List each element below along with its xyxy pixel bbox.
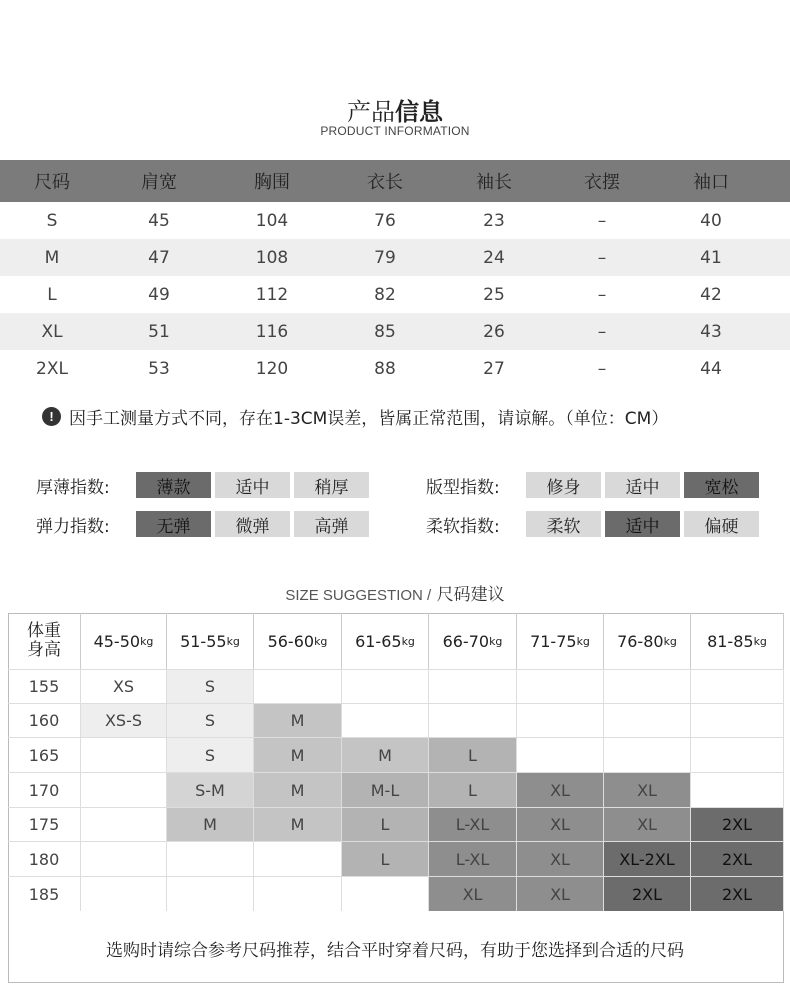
table-cell: 27 bbox=[483, 358, 505, 379]
table-cell: – bbox=[597, 284, 607, 305]
suggestion-cell: L bbox=[342, 841, 429, 876]
elasticity-label: 弹力指数: bbox=[36, 516, 110, 537]
suggestion-cell: 2XL bbox=[691, 876, 784, 911]
table-cell: 104 bbox=[255, 210, 289, 231]
table-cell: 44 bbox=[700, 358, 722, 379]
weight-range: 71-75 bbox=[530, 631, 577, 651]
suggestion-cell bbox=[342, 876, 429, 911]
table-cell: 85 bbox=[374, 321, 396, 342]
suggestion-footer: 选购时请综合参考尺码推荐，结合平时穿着尺码，有助于您选择到合适的尺码 bbox=[106, 941, 684, 961]
suggestion-cell bbox=[81, 772, 167, 807]
fit-index bbox=[426, 472, 763, 498]
suggestion-cell: L bbox=[342, 807, 429, 841]
table-cell: 51 bbox=[148, 321, 170, 342]
table-row bbox=[0, 239, 790, 276]
table-cell: 76 bbox=[374, 210, 396, 231]
elasticity-option: 微弹 bbox=[215, 511, 290, 537]
suggestion-cell bbox=[429, 703, 517, 737]
height-header: 160 bbox=[8, 703, 81, 737]
suggestion-cell bbox=[167, 841, 254, 876]
corner-label: 体重 bbox=[27, 621, 61, 641]
suggestion-cell: M bbox=[342, 737, 429, 772]
table-row bbox=[0, 350, 790, 387]
table-cell: – bbox=[597, 247, 607, 268]
weight-unit: kg bbox=[226, 634, 240, 648]
measurement-note bbox=[42, 404, 668, 429]
suggestion-cell bbox=[81, 807, 167, 841]
weight-height-corner bbox=[8, 613, 81, 669]
suggestion-cell: 2XL bbox=[691, 841, 784, 876]
table-row bbox=[0, 313, 790, 350]
corner-label: 身高 bbox=[27, 640, 61, 660]
elasticity-option: 高弹 bbox=[294, 511, 369, 537]
weight-unit: kg bbox=[576, 634, 590, 648]
elasticity-option: 无弹 bbox=[136, 511, 211, 537]
thickness-option: 稍厚 bbox=[294, 472, 369, 498]
weight-unit: kg bbox=[401, 634, 415, 648]
height-header: 165 bbox=[8, 737, 81, 772]
column-header: 肩宽 bbox=[141, 172, 177, 193]
table-cell: 43 bbox=[700, 321, 722, 342]
suggestion-cell: XS-S bbox=[81, 703, 167, 737]
weight-range: 51-55 bbox=[180, 631, 227, 651]
column-header: 袖长 bbox=[476, 172, 512, 193]
fit-option: 宽松 bbox=[684, 472, 759, 498]
table-cell: 82 bbox=[374, 284, 396, 305]
suggestion-cell: XL bbox=[429, 876, 517, 911]
size-label: S bbox=[46, 210, 58, 231]
weight-header bbox=[167, 613, 254, 669]
column-header: 胸围 bbox=[254, 172, 290, 193]
thickness-option: 薄款 bbox=[136, 472, 211, 498]
weight-header bbox=[691, 613, 784, 669]
weight-unit: kg bbox=[489, 634, 503, 648]
suggestion-cell bbox=[254, 669, 342, 703]
suggestion-cell: XL bbox=[517, 807, 604, 841]
size-table-header bbox=[0, 160, 790, 202]
size-table bbox=[0, 160, 790, 387]
softness-option: 偏硬 bbox=[684, 511, 759, 537]
page-subtitle: PRODUCT INFORMATION bbox=[320, 124, 470, 138]
table-row bbox=[0, 202, 790, 239]
thickness-label: 厚薄指数: bbox=[36, 477, 110, 498]
suggestion-cell bbox=[517, 737, 604, 772]
suggestion-cell: XL bbox=[517, 841, 604, 876]
column-header: 衣摆 bbox=[584, 172, 620, 193]
weight-range: 81-85 bbox=[707, 631, 754, 651]
suggestion-cell: XL bbox=[604, 772, 691, 807]
suggestion-cell bbox=[254, 876, 342, 911]
thickness-index bbox=[36, 472, 373, 498]
suggestion-cell: M bbox=[254, 807, 342, 841]
suggestion-cell: M bbox=[167, 807, 254, 841]
weight-header bbox=[254, 613, 342, 669]
suggestion-cell: M bbox=[254, 703, 342, 737]
table-cell: 49 bbox=[148, 284, 170, 305]
softness-option: 适中 bbox=[605, 511, 680, 537]
suggestion-cell bbox=[429, 669, 517, 703]
table-cell: – bbox=[597, 321, 607, 342]
suggestion-cell bbox=[81, 876, 167, 911]
suggestion-cell: L bbox=[429, 737, 517, 772]
elasticity-index bbox=[36, 511, 373, 537]
table-row bbox=[0, 276, 790, 313]
height-header: 180 bbox=[8, 841, 81, 876]
table-cell: 88 bbox=[374, 358, 396, 379]
suggestion-cell bbox=[81, 737, 167, 772]
weight-header bbox=[342, 613, 429, 669]
suggestion-cell: 2XL bbox=[691, 807, 784, 841]
suggestion-cell bbox=[604, 703, 691, 737]
weight-range: 66-70 bbox=[442, 631, 490, 651]
height-header: 185 bbox=[8, 876, 81, 911]
suggestion-cell bbox=[604, 737, 691, 772]
page-title: 产品信息 bbox=[347, 98, 443, 126]
suggestion-cell: L-XL bbox=[429, 841, 517, 876]
table-cell: 116 bbox=[255, 321, 289, 342]
height-header: 175 bbox=[8, 807, 81, 841]
column-header: 袖口 bbox=[693, 172, 729, 193]
suggestion-cell bbox=[254, 841, 342, 876]
table-cell: 112 bbox=[255, 284, 289, 305]
suggestion-cell: S-M bbox=[167, 772, 254, 807]
weight-unit: kg bbox=[314, 634, 328, 648]
weight-range: 61-65 bbox=[355, 631, 402, 651]
softness-option: 柔软 bbox=[526, 511, 601, 537]
suggestion-cell bbox=[342, 669, 429, 703]
weight-header bbox=[429, 613, 517, 669]
size-label: L bbox=[47, 284, 57, 305]
table-cell: 26 bbox=[483, 321, 505, 342]
size-suggestion-title: SIZE SUGGESTION / 尺码建议 bbox=[285, 585, 505, 605]
table-cell: 79 bbox=[374, 247, 396, 268]
column-header: 尺码 bbox=[34, 172, 70, 193]
table-cell: – bbox=[597, 210, 607, 231]
column-header: 衣长 bbox=[367, 172, 403, 193]
table-cell: 45 bbox=[148, 210, 170, 231]
suggestion-cell: L-XL bbox=[429, 807, 517, 841]
weight-header bbox=[517, 613, 604, 669]
suggestion-cell: XL bbox=[604, 807, 691, 841]
exclamation-icon: ! bbox=[42, 407, 61, 426]
note-text: 因手工测量方式不同，存在1-3CM误差，皆属正常范围，请谅解。（单位：CM） bbox=[69, 409, 669, 429]
table-cell: 108 bbox=[255, 247, 289, 268]
table-cell: 40 bbox=[700, 210, 722, 231]
table-cell: 47 bbox=[148, 247, 170, 268]
weight-range: 76-80 bbox=[617, 631, 664, 651]
height-header: 170 bbox=[8, 772, 81, 807]
fit-label: 版型指数: bbox=[426, 477, 500, 498]
fit-option: 适中 bbox=[605, 472, 680, 498]
table-cell: 23 bbox=[483, 210, 505, 231]
table-cell: 42 bbox=[700, 284, 722, 305]
weight-range: 56-60 bbox=[267, 631, 315, 651]
weight-unit: kg bbox=[663, 634, 677, 648]
suggestion-cell: XL bbox=[517, 876, 604, 911]
suggestion-cell bbox=[81, 841, 167, 876]
suggestion-cell: M bbox=[254, 737, 342, 772]
table-cell: – bbox=[597, 358, 607, 379]
suggestion-cell: XS bbox=[81, 669, 167, 703]
suggestion-cell bbox=[517, 669, 604, 703]
suggestion-cell bbox=[691, 772, 784, 807]
suggestion-cell: M bbox=[254, 772, 342, 807]
size-label: M bbox=[44, 247, 60, 268]
suggestion-cell bbox=[691, 669, 784, 703]
table-cell: 53 bbox=[148, 358, 170, 379]
size-label: 2XL bbox=[36, 358, 68, 379]
suggestion-cell: S bbox=[167, 737, 254, 772]
suggestion-cell: M-L bbox=[342, 772, 429, 807]
weight-unit: kg bbox=[753, 634, 767, 648]
suggestion-cell: XL bbox=[517, 772, 604, 807]
suggestion-cell: XL-2XL bbox=[604, 841, 691, 876]
suggestion-cell bbox=[691, 737, 784, 772]
size-label: XL bbox=[41, 321, 63, 342]
table-cell: 41 bbox=[700, 247, 722, 268]
suggestion-cell bbox=[604, 669, 691, 703]
height-header: 155 bbox=[8, 669, 81, 703]
suggestion-cell bbox=[342, 703, 429, 737]
suggestion-cell bbox=[691, 703, 784, 737]
table-cell: 24 bbox=[483, 247, 505, 268]
weight-range: 45-50 bbox=[93, 631, 141, 651]
suggestion-cell: S bbox=[167, 669, 254, 703]
suggestion-cell: 2XL bbox=[604, 876, 691, 911]
weight-unit: kg bbox=[140, 634, 154, 648]
table-cell: 120 bbox=[255, 358, 289, 379]
weight-header bbox=[604, 613, 691, 669]
table-cell: 25 bbox=[483, 284, 505, 305]
weight-header bbox=[81, 613, 167, 669]
suggestion-cell bbox=[517, 703, 604, 737]
suggestion-cell bbox=[167, 876, 254, 911]
fit-option: 修身 bbox=[526, 472, 601, 498]
softness-index bbox=[426, 511, 763, 537]
suggestion-cell: S bbox=[167, 703, 254, 737]
thickness-option: 适中 bbox=[215, 472, 290, 498]
softness-label: 柔软指数: bbox=[426, 516, 500, 537]
suggestion-cell: L bbox=[429, 772, 517, 807]
